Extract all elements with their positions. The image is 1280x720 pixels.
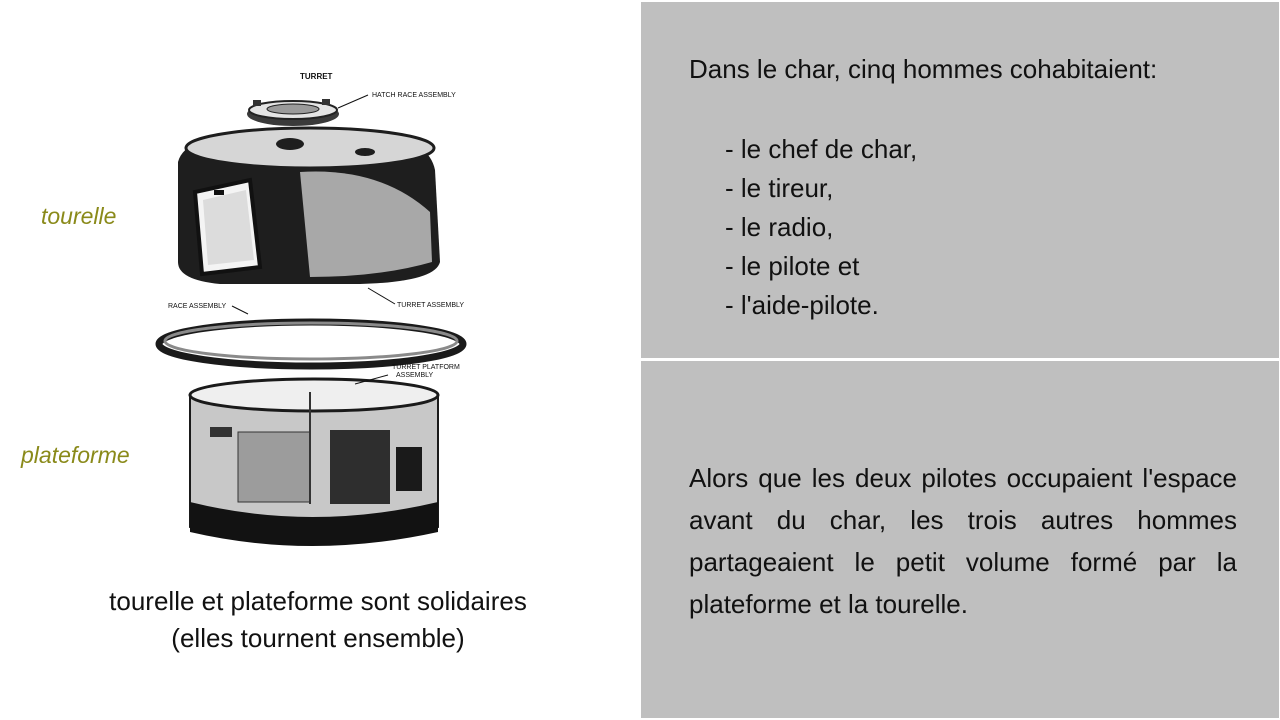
crew-item: - le chef de char,	[725, 134, 918, 164]
image-caption	[40, 583, 596, 657]
tourelle-label: tourelle	[41, 203, 117, 229]
diagram-title: TURRET	[300, 72, 333, 81]
race-assembly-label: RACE ASSEMBLY	[168, 303, 227, 310]
hatch-race-label: HATCH RACE ASSEMBLY	[372, 92, 456, 99]
platform-label-line1: TURRET PLATFORM	[392, 364, 460, 371]
hatch-race-assembly	[247, 99, 339, 126]
turret-exploded-diagram	[150, 62, 480, 552]
crew-list	[725, 130, 917, 325]
turret-assembly-label: TURRET ASSEMBLY	[397, 302, 465, 309]
description-paragraph: Alors que les deux pilotes occupaient l'espace avant du char, les trois autres hommes partageaient le petit volume formé par la plateforme et la tourelle.	[689, 463, 1237, 619]
race-assembly-ring	[159, 322, 463, 366]
crew-panel	[641, 2, 1279, 358]
crew-item: - l'aide-pilote.	[725, 290, 879, 320]
crew-item: - le tireur,	[725, 173, 834, 203]
crew-intro: Dans le char, cinq hommes cohabitaient:	[689, 54, 1158, 84]
crew-item: - le radio,	[725, 212, 834, 242]
crew-item: - le pilote et	[725, 251, 860, 281]
caption-line-2: (elles tournent ensemble)	[171, 623, 465, 653]
description-panel	[641, 361, 1279, 718]
plateforme-label: plateforme	[21, 442, 130, 468]
turret-body	[178, 128, 440, 284]
caption-line-1: tourelle et plateforme sont solidaires	[109, 586, 527, 616]
turret-platform	[190, 379, 438, 546]
platform-label-line2: ASSEMBLY	[396, 372, 434, 379]
